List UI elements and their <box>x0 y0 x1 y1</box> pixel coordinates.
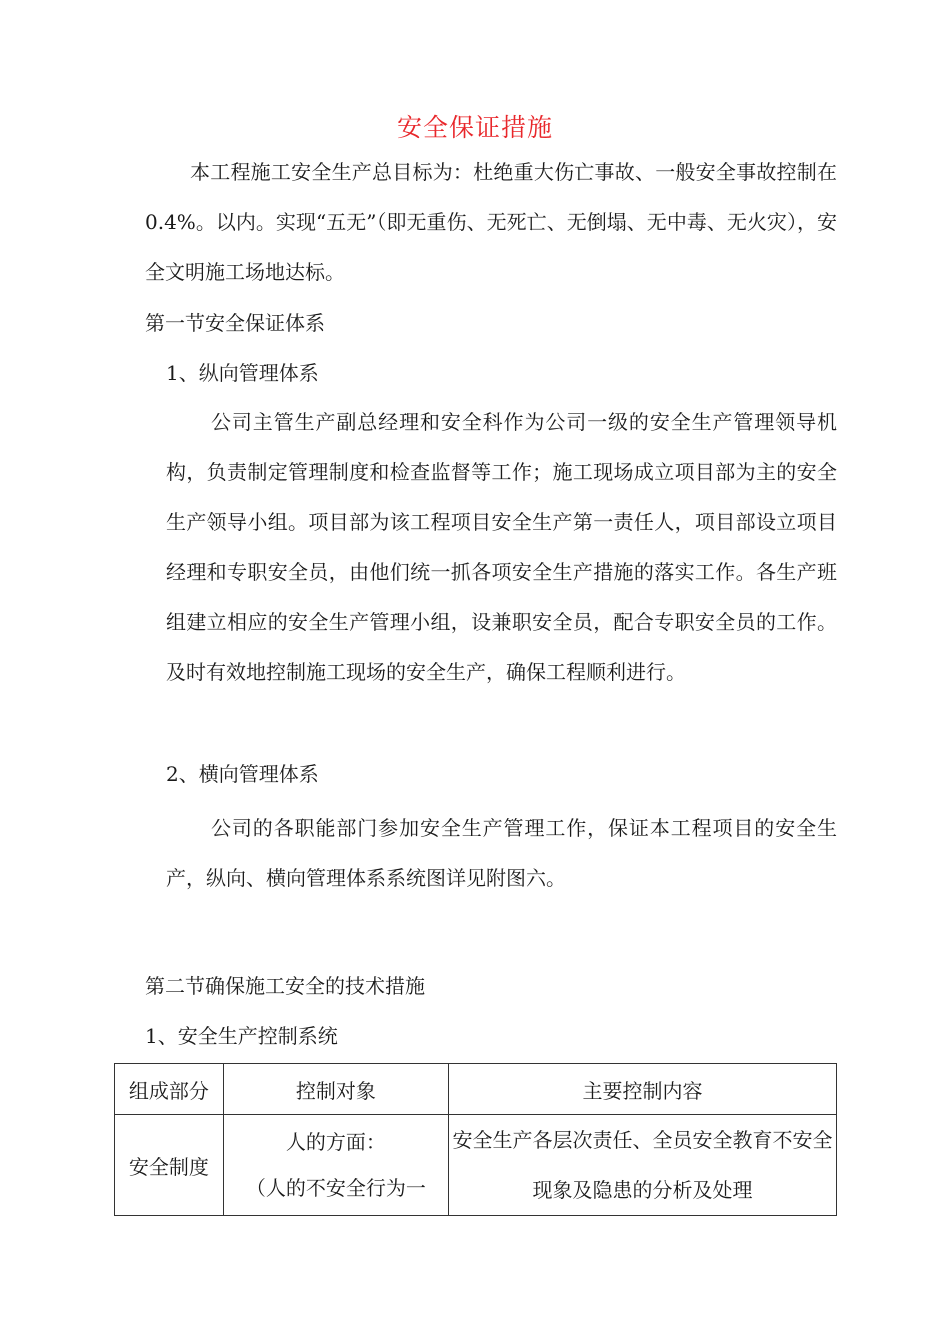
table-header-content: 主要控制内容 <box>449 1064 837 1115</box>
table-cell-object-line2: （人的不安全行为一 <box>245 1176 426 1200</box>
table-cell-object <box>223 1115 448 1216</box>
intro-paragraph: 本工程施工安全生产总目标为：杜绝重大伤亡事故、一般安全事故控制在0.4%。以内。实现“五无”（即无重伤、无死亡、无倒塌、无中毒、无火灾），安全文明施工场地达标。 <box>145 160 837 284</box>
table-cell-object-line1: 人的方面： <box>285 1130 386 1154</box>
table-cell-content: 安全生产各层次责任、全员安全教育不安全现象及隐患的分析及处理 <box>449 1115 837 1216</box>
control-system-table <box>114 1063 837 1216</box>
section1-sub2-heading: 2、横向管理体系 <box>166 762 319 786</box>
section2-sub1-heading: 1、安全生产控制系统 <box>145 1024 338 1048</box>
table-header-row <box>115 1064 837 1115</box>
table-cell-part: 安全制度 <box>115 1115 224 1216</box>
section1-sub1-body: 公司主管生产副总经理和安全科作为公司一级的安全生产管理领导机构，负责制定管理制度和检查监督等工作；施工现场成立项目部为主的安全生产领导小组。项目部为该工程项目安全生产第一责任人，项目部设立项目经理和专职安全员，由他们统一抓各项安全生产措施的落实工作。各生产班组建立相应的安全生产管理小组，设兼职安全员，配合专职安全员的工作。及时有效地控制施工现场的安全生产，确保工程顺利进行。 <box>166 410 837 684</box>
document-title: 安全保证措施 <box>396 113 553 142</box>
section1-heading: 第一节安全保证体系 <box>145 311 325 335</box>
table-row <box>115 1115 837 1216</box>
section1-sub1-heading: 1、纵向管理体系 <box>166 361 319 385</box>
section1-sub2-body: 公司的各职能部门参加安全生产管理工作，保证本工程项目的安全生产，纵向、横向管理体系系统图详见附图六。 <box>166 816 837 890</box>
table-header-object: 控制对象 <box>223 1064 448 1115</box>
section2-heading: 第二节确保施工安全的技术措施 <box>145 974 425 998</box>
table-header-part: 组成部分 <box>115 1064 224 1115</box>
